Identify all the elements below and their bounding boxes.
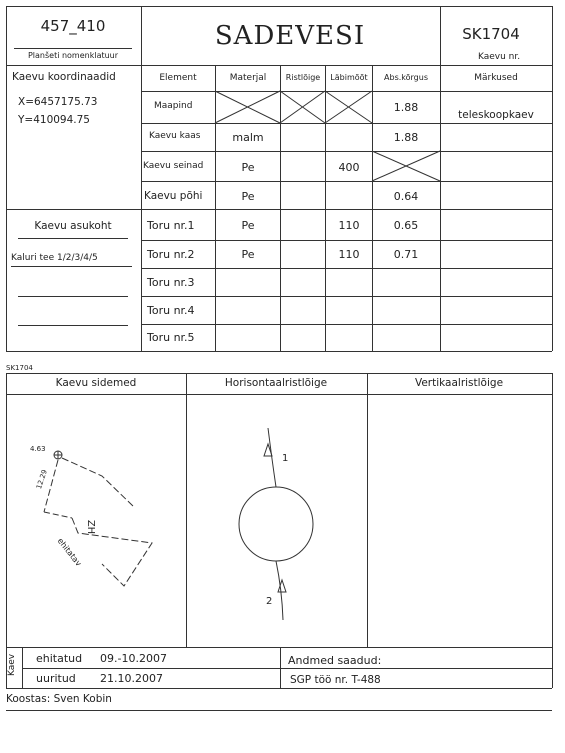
tie-sketch (20, 430, 170, 600)
horizontal-section (220, 410, 340, 630)
well-label: Kaevu nr. (478, 52, 521, 62)
pipe-1-label: 1 (282, 453, 289, 464)
surveyed-label: uuritud (36, 672, 76, 685)
source-value: SGP töö nr. T-488 (290, 674, 381, 686)
column-sidemed: Kaevu sidemed (55, 377, 137, 389)
tie-distance-1: 4.63 (30, 445, 46, 453)
column-header: Ristlõige (285, 73, 321, 82)
table-row-element: Kaevu põhi (144, 190, 203, 202)
source-label: Andmed saadud: (288, 654, 382, 667)
table-row-abs: 0.64 (393, 190, 419, 203)
building-code: ZH (85, 519, 97, 535)
table-row-element: Toru nr.2 (147, 248, 195, 261)
building-label: ehitatav (55, 536, 84, 568)
pipe-2-label: 2 (266, 596, 273, 607)
column-header: Element (159, 73, 197, 83)
tie-distance-2: 12.29 (35, 468, 49, 491)
table-row-abs: 1.88 (393, 131, 419, 144)
author: Koostas: Sven Kobin (6, 693, 112, 705)
coordinates-heading: Kaevu koordinaadid (12, 71, 116, 83)
location-address: Kaluri tee 1/2/3/4/5 (11, 253, 98, 263)
column-horizontal: Horisontaalristlõige (224, 377, 328, 389)
column-header: Abs.kõrgus (384, 73, 428, 82)
table-row-element: Toru nr.3 (147, 276, 195, 289)
table-row-diameter: 110 (338, 219, 360, 232)
well-code: SK1704 (462, 25, 520, 43)
table-row-note: teleskoopkaev (458, 109, 534, 121)
table-row-element: Toru nr.1 (147, 219, 195, 232)
column-vertical: Vertikaalristlõige (414, 377, 504, 389)
column-header: Materjal (229, 73, 267, 83)
built-date: 09.-10.2007 (100, 652, 167, 665)
table-row-material: Pe (241, 161, 255, 174)
table-row-element: Toru nr.5 (147, 331, 195, 344)
table-row-material: Pe (241, 219, 255, 232)
table-row-material: Pe (241, 190, 255, 203)
lower-code: SK1704 (6, 364, 33, 372)
sheet-number: 457_410 (40, 17, 106, 35)
table-row-abs: 1.88 (393, 101, 419, 114)
table-row-diameter: 400 (338, 161, 360, 174)
sheet-label: Planšeti nomenklatuur (27, 51, 119, 60)
column-header: Märkused (474, 73, 518, 83)
table-row-element: Kaevu seinad (143, 161, 204, 171)
table-row-element: Maapind (154, 101, 193, 111)
table-row-diameter: 110 (338, 248, 360, 261)
table-row-element: Kaevu kaas (149, 131, 201, 141)
table-row-material: Pe (241, 248, 255, 261)
table-row-abs: 0.71 (393, 248, 419, 261)
page-title: SADEVESI (214, 21, 366, 51)
footer-side-label: Kaev (7, 653, 17, 676)
coordinate-y: Y=410094.75 (18, 114, 90, 126)
surveyed-date: 21.10.2007 (100, 672, 163, 685)
coordinate-x: X=6457175.73 (18, 96, 98, 108)
column-header: Läbimõõt (330, 73, 368, 82)
table-row-material: malm (232, 131, 264, 144)
table-row-abs: 0.65 (393, 219, 419, 232)
location-heading: Kaevu asukoht (34, 220, 112, 232)
table-row-element: Toru nr.4 (147, 304, 195, 317)
built-label: ehitatud (36, 652, 83, 665)
